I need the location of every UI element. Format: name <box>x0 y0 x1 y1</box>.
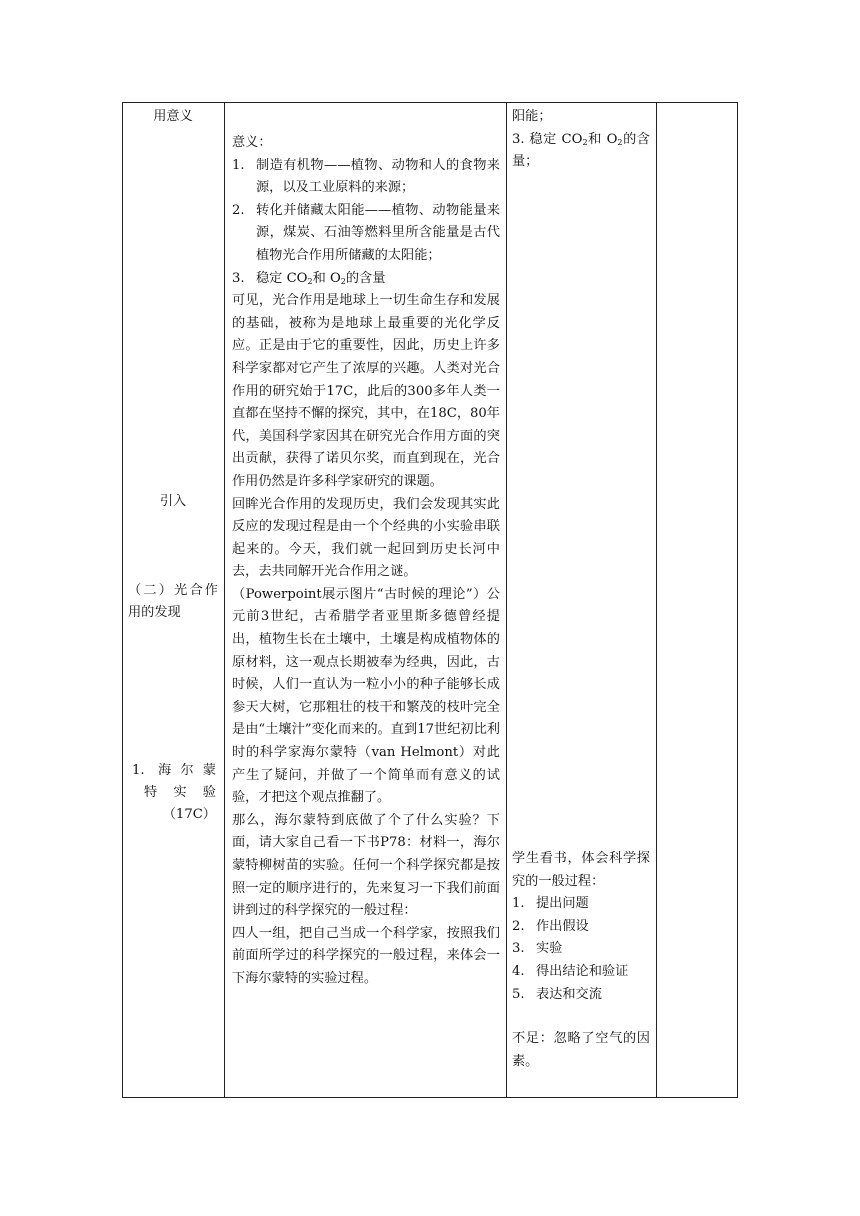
student-activity-process <box>506 848 656 1073</box>
significance-point-3 <box>232 268 500 291</box>
step-number: 3. <box>512 941 525 957</box>
point-number: 1. <box>232 157 245 173</box>
student-activity-top <box>506 106 656 174</box>
process-step-4 <box>512 961 650 984</box>
label-introduction: 引入 <box>159 494 187 509</box>
step-text: 作出假设 <box>536 918 589 934</box>
paragraph-group-activity: 四人一组，把自己当成一个科学家，按照我们前面所学过的科学探究的一般过程，来体会一下海尔蒙特的实验过程。 <box>232 925 500 986</box>
step-number: 1. <box>512 896 525 912</box>
significance-heading: 意义： <box>232 135 272 150</box>
shortcoming-note: 不足：忽略了空气的因素。 <box>512 1031 650 1069</box>
label-helmont-line1: 1. 海尔蒙 <box>132 763 216 778</box>
paragraph-helmont-question: 那么，海尔蒙特到底做了个了什么实验？下面，请大家自己看一下书P78：材料一，海尔蒙特柳树苗的实验。任何一个科学探究都是按照一定的顺序进行的，先来复习一下我们前面讲到过的科学探究的一般过程： <box>232 812 500 919</box>
step-number: 5. <box>512 986 525 1002</box>
point-number: 2. <box>232 202 245 218</box>
process-step-2 <box>512 916 650 939</box>
remarks-column <box>656 102 738 1097</box>
process-step-1 <box>512 893 650 916</box>
paragraph-ancient-theory: （Powerpoint展示图片“古时候的理论”）公元前3世纪，古希腊学者亚里斯多德曾经提出，植物生长在土壤中，土壤是构成植物体的原材料，这一观点长期被奉为经典，因此，古时候，人们一直认为一粒小小的种子能够长成参天大树，它那粗壮的枝干和繁茂的枝叶完全是由“土壤汁”变化而来的。直到17世纪初比利时的科学家海尔蒙特（van Helmont）对此产生了疑问，并做了一个简单而有意义的试验，才把这个观点推翻了。 <box>232 586 500 806</box>
table-border-bottom <box>122 1097 738 1098</box>
significance-point-2 <box>232 200 500 268</box>
process-step-5 <box>512 984 650 1007</box>
point-text: 制造有机物——植物、动物和人的食物来源，以及工业原料的来源； <box>256 157 500 196</box>
paragraph-photosynthesis-importance: 可见，光合作用是地球上一切生命生存和发展的基础，被称为是地球上最重要的光化学反应。正是由于它的重要性，因此，历史上许多科学家都对它产生了浓厚的兴趣。人类对光合作用的研究始于17C，此后的300多年人类一直都在坚持不懈的探究，其中，在18C，80年代，美国科学家因其在研究光合作用方面的突出贡献，获得了诺贝尔奖，而直到现在，光合作用仍然是许多科学家研究的课题。 <box>232 293 500 489</box>
step-number: 2. <box>512 918 525 934</box>
point-text: 稳定 $CO_2$和 $O_2$的含量 <box>256 270 386 286</box>
lesson-table <box>122 102 738 1098</box>
significance-point-1 <box>232 155 500 200</box>
step-text: 提出问题 <box>536 896 589 912</box>
process-step-3 <box>512 938 650 961</box>
point-text: 转化并储藏太阳能——植物、动物能量来源，煤炭、石油等燃料里所含能量是古代植物光合作用所储藏的太阳能； <box>256 202 500 263</box>
paragraph-discovery-history: 回眸光合作用的发现历史，我们会发现其实此反应的发现过程是由一个个经典的小实验串联起来的。今天，我们就一起回到历史长河中去，去共同解开光合作用之谜。 <box>232 496 500 580</box>
point-number: 3. <box>232 270 245 286</box>
label-helmont-line2: 特实验 <box>144 785 216 800</box>
label-helmont-line3: （17C） <box>162 807 216 822</box>
teaching-content <box>224 132 506 991</box>
step-number: 4. <box>512 963 525 979</box>
step-text: 得出结论和验证 <box>536 963 629 979</box>
step-text: 实验 <box>536 941 563 957</box>
sun-energy-text: 阳能； <box>512 109 552 124</box>
student-reading-intro: 学生看书，体会科学探究的一般过程： <box>512 851 650 889</box>
stabilize-gases-text: 3. 稳定 $CO_2$和 $O_2$的含量； <box>512 131 650 170</box>
label-helmont-experiment <box>122 760 224 826</box>
table-border-top <box>122 102 738 103</box>
label-significance: 用意义 <box>153 109 193 124</box>
step-text: 表达和交流 <box>536 986 602 1002</box>
label-section-discovery: （二）光合作用的发现 <box>128 583 218 620</box>
